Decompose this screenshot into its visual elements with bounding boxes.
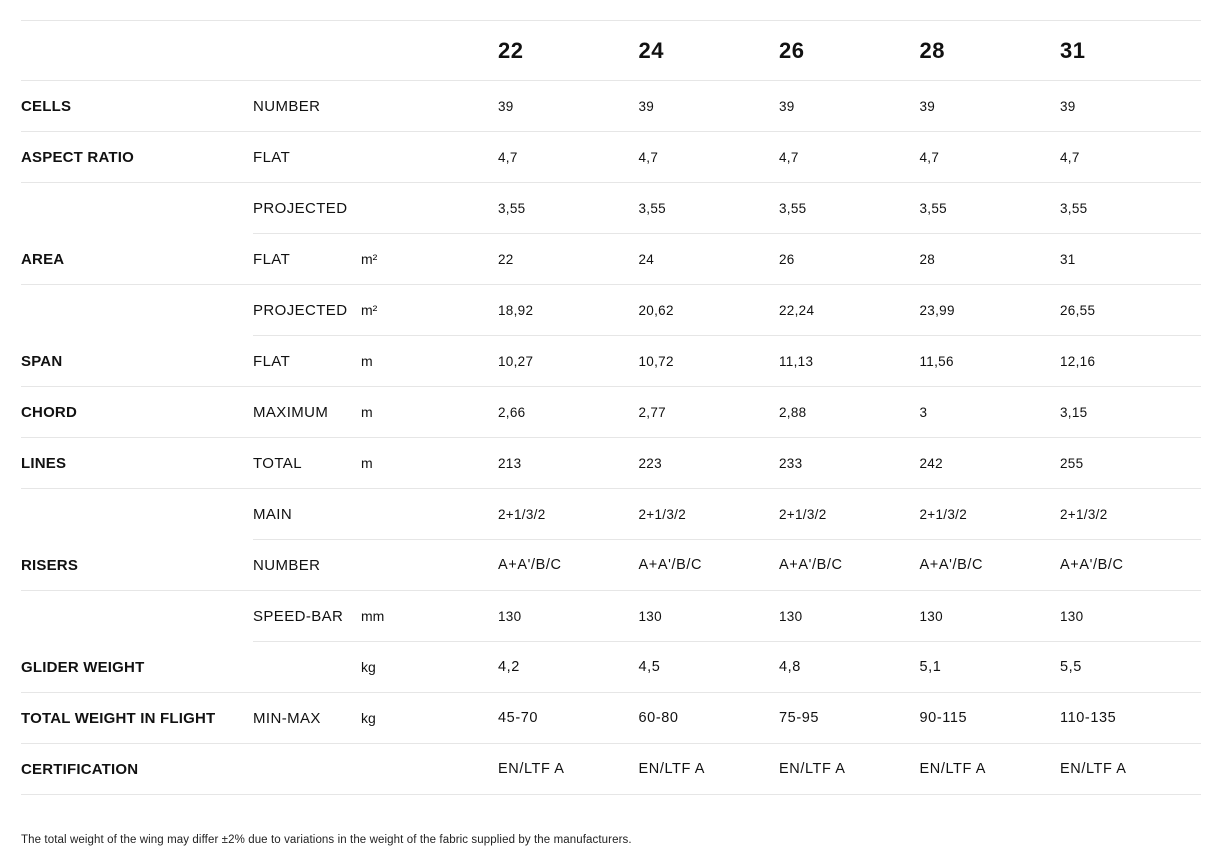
row-value: 4,7 [779,149,799,165]
row-value: 28 [919,251,936,267]
row-subcategory: NUMBER [253,556,321,574]
row-value: 130 [638,608,662,624]
row-category: AREA [21,250,65,268]
row-value: 3,55 [919,200,947,216]
row-value: 5,5 [1060,659,1082,675]
row-unit: mm [361,608,385,624]
table-row [21,81,1201,132]
row-value: 242 [919,455,943,471]
row-subcategory: NUMBER [253,97,321,115]
row-value: 2+1/3/2 [638,506,687,522]
row-value: EN/LTF A [1060,761,1127,777]
table-subrow [253,489,1201,540]
row-subcategory: FLAT [253,250,291,268]
row-category: CELLS [21,97,72,115]
row-value: 213 [498,455,522,471]
table-subrow [253,591,1201,642]
row-value: 4,7 [1060,149,1080,165]
row-value: EN/LTF A [919,761,987,777]
row-value: 3,55 [638,200,666,216]
row-category: GLIDER WEIGHT [21,658,145,676]
row-value: 3 [919,404,928,420]
row-value: 10,72 [638,353,674,369]
row-value: 4,2 [498,659,520,675]
row-value: A+A'/B/C [1060,557,1124,573]
row-value: 39 [919,98,936,114]
row-value: 3,55 [1060,200,1088,216]
row-unit: m [361,353,373,369]
row-value: 2+1/3/2 [779,506,827,522]
row-value: 130 [498,608,522,624]
row-unit: m [361,455,373,471]
row-value: A+A'/B/C [498,557,562,573]
row-value: 22 [498,251,514,267]
table-row [21,234,1201,285]
row-value: 39 [638,98,655,114]
table-row [21,744,1201,795]
row-value: 2,66 [498,404,526,420]
row-value: 3,55 [779,200,807,216]
row-value: 18,92 [498,302,534,318]
row-value: 2,77 [638,404,666,420]
row-value: 31 [1060,251,1076,267]
row-value: 2+1/3/2 [498,506,546,522]
row-value: 26,55 [1060,302,1096,318]
table-subrow [253,285,1201,336]
row-unit: m [361,404,373,420]
size-header: 24 [638,37,664,63]
row-value: 39 [1060,98,1076,114]
row-value: 3,15 [1060,404,1088,420]
row-subcategory: MIN-MAX [253,709,321,727]
table-row [21,693,1201,744]
row-value: 130 [919,608,943,624]
row-value: 11,56 [919,353,954,369]
row-category: CERTIFICATION [21,760,139,778]
row-value: EN/LTF A [498,761,565,777]
row-value: A+A'/B/C [638,557,703,573]
row-subcategory: FLAT [253,352,291,370]
table-row [21,336,1201,387]
row-value: A+A'/B/C [779,557,843,573]
row-value: 3,55 [498,200,526,216]
row-value: 2+1/3/2 [919,506,968,522]
table-subrow [253,183,1201,234]
row-value: 2,88 [779,404,807,420]
table-row [21,642,1201,693]
size-header-row [21,21,1201,81]
row-value: 4,7 [498,149,518,165]
size-header: 28 [919,37,945,63]
row-value: 130 [779,608,803,624]
row-value: 11,13 [779,353,814,369]
row-value: EN/LTF A [638,761,706,777]
footnote: The total weight of the wing may differ ±2% due to variations in the weight of the fabric supplied by the manufacturers. [21,834,632,846]
size-header: 22 [498,37,524,63]
row-category: RISERS [21,556,79,574]
row-subcategory: SPEED-BAR [253,607,344,625]
row-value: 20,62 [638,302,674,318]
row-value: 223 [638,455,662,471]
row-value: 39 [498,98,514,114]
row-value: 4,8 [779,659,801,675]
row-category: ASPECT RATIO [21,148,134,166]
table-row [21,132,1201,183]
row-unit: kg [361,710,376,726]
row-value: 39 [779,98,795,114]
row-unit: m² [361,251,378,267]
row-value: 130 [1060,608,1084,624]
row-value: 60-80 [638,710,679,726]
row-subcategory: FLAT [253,148,291,166]
row-category: SPAN [21,352,63,370]
row-value: 4,5 [638,659,661,675]
spec-table [21,20,1201,795]
size-header: 31 [1060,37,1086,63]
row-value: 12,16 [1060,353,1096,369]
row-value: 255 [1060,455,1084,471]
row-subcategory: MAIN [253,505,293,523]
row-value: 75-95 [779,710,820,726]
row-category: CHORD [21,403,77,421]
table-row [21,438,1201,489]
table-row [21,387,1201,438]
row-value: 24 [638,251,655,267]
row-value: 90-115 [919,710,968,726]
table-row [21,540,1201,591]
row-value: 23,99 [919,302,955,318]
row-unit: m² [361,302,378,318]
row-subcategory: PROJECTED [253,199,348,217]
row-value: 22,24 [779,302,815,318]
row-unit: kg [361,659,376,675]
row-value: 4,7 [638,149,659,165]
size-header: 26 [779,37,805,63]
row-value: 110-135 [1060,710,1117,726]
row-value: EN/LTF A [779,761,846,777]
row-value: 45-70 [498,710,539,726]
row-category: LINES [21,454,67,472]
row-value: 5,1 [919,659,942,675]
row-category: TOTAL WEIGHT IN FLIGHT [21,709,216,727]
row-value: 10,27 [498,353,534,369]
row-value: 4,7 [919,149,940,165]
row-subcategory: TOTAL [253,454,302,472]
row-subcategory: MAXIMUM [253,403,329,421]
row-subcategory: PROJECTED [253,301,348,319]
row-value: 2+1/3/2 [1060,506,1108,522]
row-value: 26 [779,251,795,267]
row-value: A+A'/B/C [919,557,984,573]
row-value: 233 [779,455,803,471]
